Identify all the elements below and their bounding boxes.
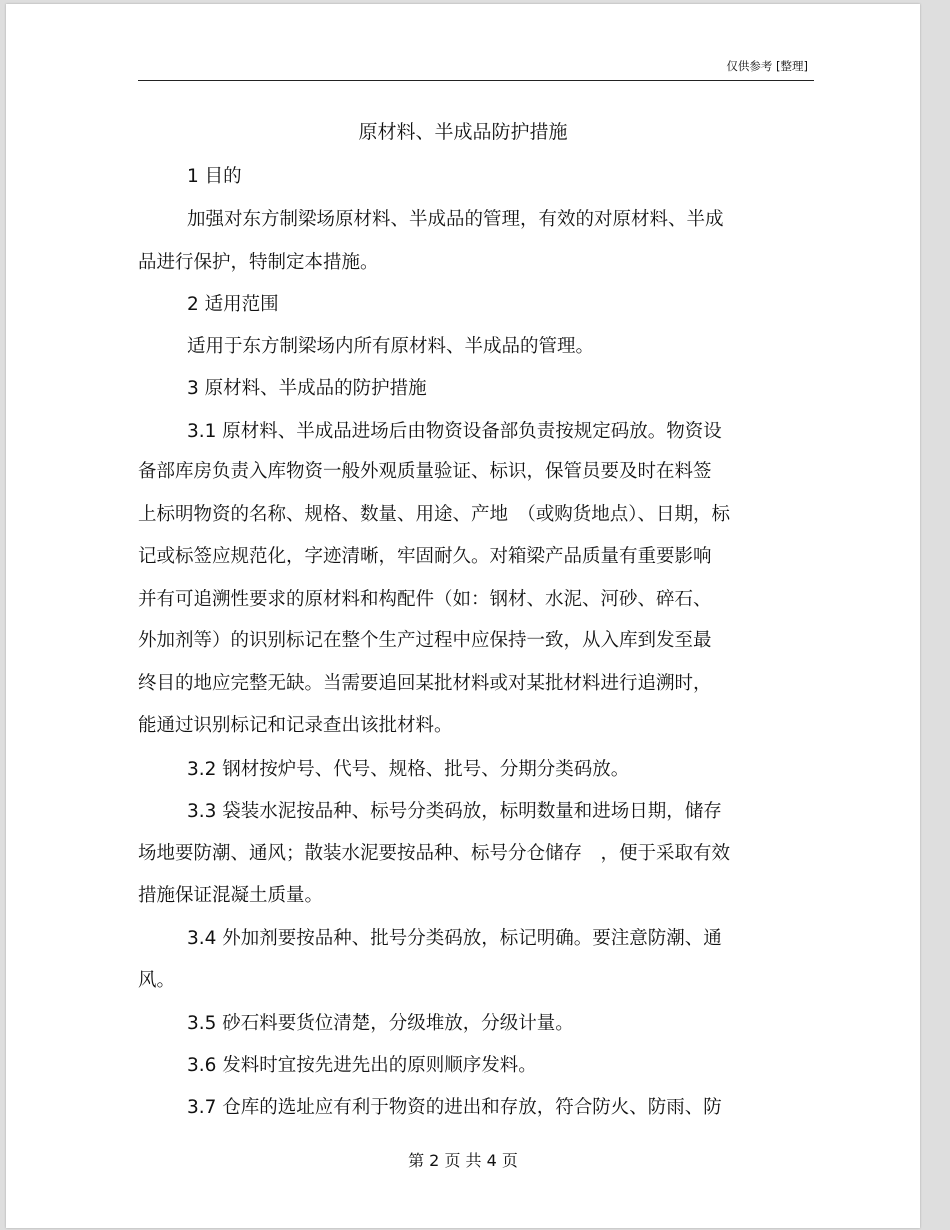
paragraph-line: 3.4 外加剂要按品种、批号分类码放，标记明确。要注意防潮、通 [187,928,722,949]
paragraph-line: 上标明物资的名称、规格、数量、用途、产地 （或购货地点）、日期，标 [138,504,731,525]
paragraph-line: 3.6 发料时宜按先进先出的原则顺序发料。 [187,1055,537,1076]
paragraph-line: 备部库房负责入库物资一般外观质量验证、标识，保管员要及时在料签 [138,461,712,482]
paragraph-line: 外加剂等）的识别标记在整个生产过程中应保持一致，从入库到发至最 [138,630,712,651]
document-title: 原材料、半成品防护措施 [358,121,568,143]
section-heading: 2 适用范围 [187,294,279,315]
paragraph-line: 适用于东方制梁场内所有原材料、半成品的管理。 [187,336,595,357]
header-note: 仅供参考 [整理] [726,59,808,73]
paragraph-line: 风。 [138,970,176,991]
document-page [6,4,920,1228]
paragraph-line: 3.3 袋装水泥按品种、标号分类码放，标明数量和进场日期，储存 [187,801,722,822]
paragraph-line: 3.7 仓库的选址应有利于物资的进出和存放，符合防火、防雨、防 [187,1097,722,1118]
paragraph-line: 场地要防潮、通风；散装水泥要按品种、标号分仓储存 ，便于采取有效 [138,843,731,864]
paragraph-line: 措施保证混凝土质量。 [138,885,324,906]
section-heading: 3 原材料、半成品的防护措施 [187,378,427,399]
paragraph-line: 3.2 钢材按炉号、代号、规格、批号、分期分类码放。 [187,759,630,780]
paragraph-line: 品进行保护，特制定本措施。 [138,252,379,273]
section-heading: 1 目的 [187,166,242,187]
page-number: 第 2 页 共 4 页 [408,1151,518,1170]
header-rule [138,80,814,81]
paragraph-line: 记或标签应规范化，字迹清晰，牢固耐久。对箱梁产品质量有重要影响 [138,546,712,567]
paragraph-line: 3.1 原材料、半成品进场后由物资设备部负责按规定码放。物资设 [187,421,722,442]
paragraph-line: 加强对东方制梁场原材料、半成品的管理，有效的对原材料、半成 [187,209,724,230]
paragraph-line: 终目的地应完整无缺。当需要追回某批材料或对某批材料进行追溯时， [138,673,712,694]
paragraph-line: 并有可追溯性要求的原材料和构配件（如：钢材、水泥、河砂、碎石、 [138,589,712,610]
paragraph-line: 能通过识别标记和记录查出该批材料。 [138,715,453,736]
paragraph-line: 3.5 砂石料要货位清楚，分级堆放，分级计量。 [187,1013,574,1034]
